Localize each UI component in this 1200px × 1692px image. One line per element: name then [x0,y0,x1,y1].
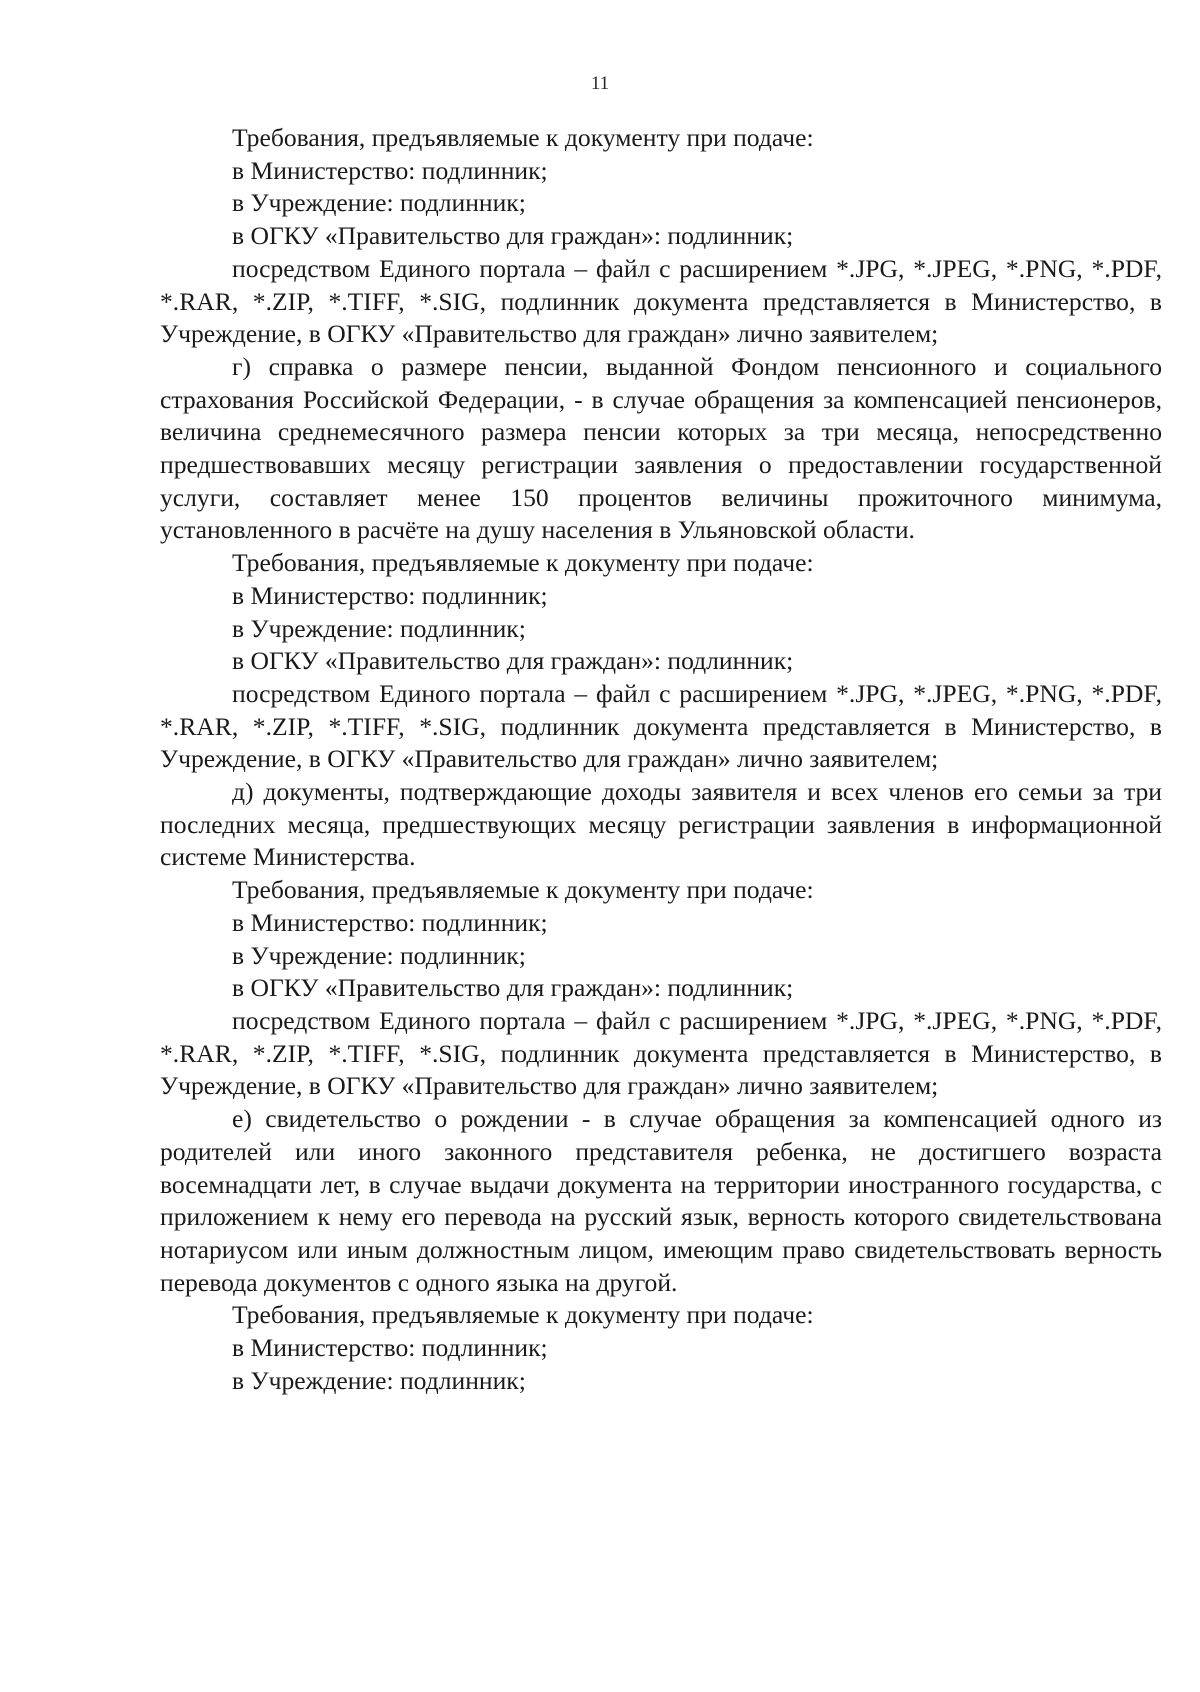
paragraph: Требования, предъявляемые к документу при подаче: [232,123,814,152]
document-body [160,122,1162,1397]
paragraph: в Министерство: подлинник; [232,580,548,610]
paragraph: посредством Единого портала – файл с расширением *.JPG, *.JPEG, *.PNG, *.PDF, *.RAR, *.ZIP, *.TIFF, *.SIG, подлинник документа представляется в Министерство, в Учреждение, в ОГКУ «Правительство для граждан» лично заявителем; [160,678,1162,774]
paragraph: в Министерство: подлинник; [232,155,548,185]
paragraph: д) документы, подтверждающие доходы заявителя и всех членов его семьи за три последних месяца, предшествующих месяцу регистрации заявления в информационной системе Министерства. [160,777,1162,872]
paragraph: Требования, предъявляемые к документу при подаче: [232,1300,814,1330]
page-number: 11 [590,73,610,94]
paragraph: в Учреждение: подлинник; [232,613,526,643]
paragraph: посредством Единого портала – файл с расширением *.JPG, *.JPEG, *.PNG, *.PDF, *.RAR, *.ZIP, *.TIFF, *.SIG, подлинник документа представляется в Министерство, в Учреждение, в ОГКУ «Правительство для граждан» лично заявителем; [160,253,1162,349]
paragraph: в Министерство: подлинник; [232,907,548,937]
paragraph: в ОГКУ «Правительство для граждан»: подлинник; [232,221,794,251]
paragraph: в ОГКУ «Правительство для граждан»: подлинник; [232,973,794,1003]
paragraph: посредством Единого портала – файл с расширением *.JPG, *.JPEG, *.PNG, *.PDF, *.RAR, *.ZIP, *.TIFF, *.SIG, подлинник документа представляется в Министерство, в Учреждение, в ОГКУ «Правительство для граждан» лично заявителем; [160,1005,1162,1101]
paragraph: в Министерство: подлинник; [232,1333,548,1363]
paragraph: г) справка о размере пенсии, выданной Фондом пенсионного и социального страхования Российской Федерации, - в случае обращения за компенсацией пенсионеров, величина среднемесячного размера пенсии которых за три месяца, непосредственно предшествовавших месяцу регистрации заявления о предоставлении государственной услуги, составляет менее 150 процентов величины прожиточного минимума, установленного в расчёте на душу населения в Ульяновской области. [160,351,1162,545]
paragraph: в Учреждение: подлинник; [232,188,526,218]
paragraph: в Учреждение: подлинник; [232,940,526,970]
paragraph: Требования, предъявляемые к документу при подаче: [232,548,814,578]
paragraph: в Учреждение: подлинник; [232,1365,526,1395]
paragraph: е) свидетельство о рождении - в случае обращения за компенсацией одного из родителей или иного законного представителя ребенка, не достигшего возраста восемнадцати лет, в случае выдачи документа на территории иностранного государства, с приложением к нему его перевода на русский язык, верность которого свидетельствована нотариусом или иным должностным лицом, имеющим право свидетельствовать верность перевода документов с одного языка на другой. [160,1104,1162,1297]
paragraph: Требования, предъявляемые к документу при подаче: [232,875,814,905]
paragraph: в ОГКУ «Правительство для граждан»: подлинник; [232,646,794,676]
